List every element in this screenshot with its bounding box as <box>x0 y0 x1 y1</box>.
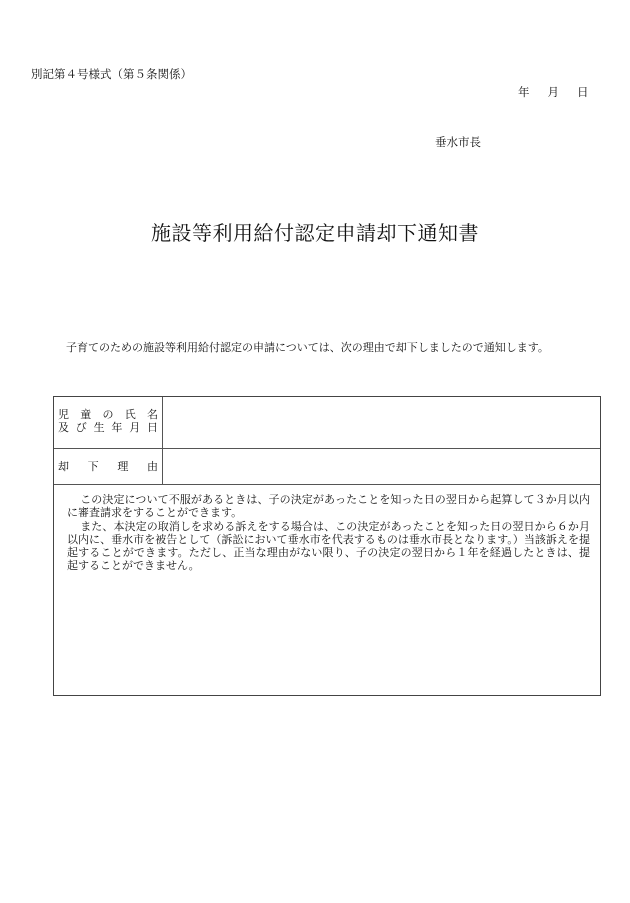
issuer-name: 垂水市長 <box>435 135 481 149</box>
date-line <box>518 84 589 100</box>
intro-text: 子育てのための施設等利用給付認定の申請については、次の理由で却下しましたので通知します。 <box>66 341 549 354</box>
document-title: 施設等利用給付認定申請却下通知書 <box>151 221 479 245</box>
reason-row <box>54 449 600 485</box>
reason-label: 却 下 理 由 <box>58 460 158 473</box>
notice-text <box>67 493 590 573</box>
notice-paragraph-2: また、本決定の取消しを求める訴えをする場合は、この決定があったことを知った日の翌日から６か月以内に、垂水市を被告として（訴訟において垂水市を代表するものは垂水市長となります。）当該訴えを提起することができます。ただし、正当な理由がない限り、子の決定の翌日から１年を経過したときは、提起することができません。 <box>67 519 590 573</box>
date-year-label: 年 <box>518 85 530 99</box>
child-label-line1: 児 童 の 氏 名 <box>58 408 158 421</box>
child-label-line2: 及 び 生 年 月 日 <box>58 421 158 434</box>
reason-label-cell <box>54 449 163 484</box>
reason-value-cell <box>164 449 600 484</box>
child-row <box>54 397 600 449</box>
date-day-label: 日 <box>577 85 589 99</box>
info-table <box>53 396 601 696</box>
date-month-label: 月 <box>547 85 559 99</box>
form-number: 別記第４号様式（第５条関係） <box>31 67 192 81</box>
child-label-cell <box>54 397 163 448</box>
child-value-cell <box>164 397 600 448</box>
notice-paragraph-1: この決定について不服があるときは、子の決定があったことを知った日の翌日から起算して３か月以内に審査請求をすることができます。 <box>67 493 590 520</box>
